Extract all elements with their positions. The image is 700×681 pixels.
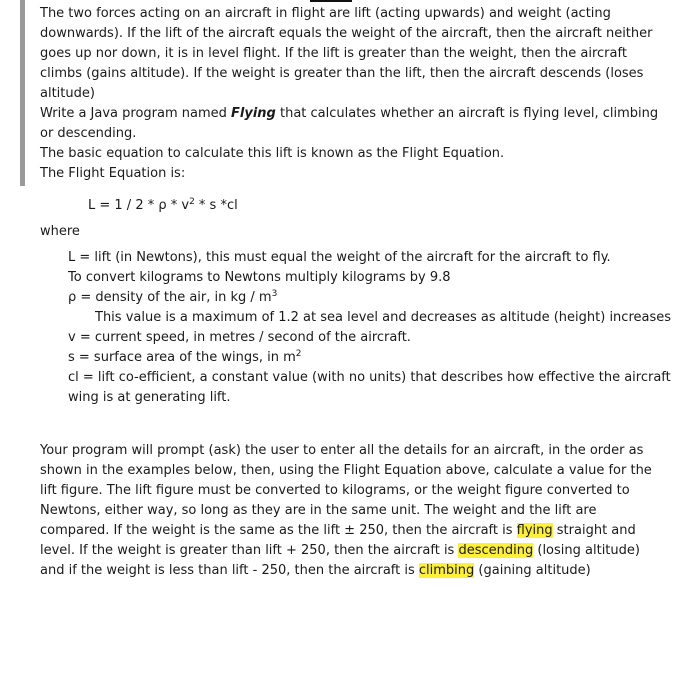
left-margin-bar	[20, 0, 25, 186]
definition-lift: L = lift (in Newtons), this must equal the weight of the aircraft for the aircraft to fly.	[68, 250, 611, 265]
highlight-flying: flying	[516, 523, 553, 538]
definition-rho-superscript: 3	[271, 289, 278, 299]
outro-text-4: (gaining altitude)	[474, 563, 591, 578]
definition-v: v = current speed, in metres / second of the aircraft.	[68, 330, 411, 345]
definition-rho-note: This value is a maximum of 1.2 at sea level and decreases as altitude (height) increases	[95, 310, 672, 325]
intro-paragraph-equation-name: The basic equation to calculate this lift is known as the Flight Equation.	[40, 146, 505, 161]
outro-text-2: straight and level. If the weight is greater than lift + 250, then the aircraft is	[40, 523, 636, 558]
top-rule	[310, 0, 352, 2]
definition-rho	[68, 288, 672, 308]
outro-text-3: (losing altitude) and if the weight is less than lift - 250, then the aircraft is	[40, 543, 640, 578]
definition-rho-text: ρ = density of the air, in kg / m	[68, 290, 272, 305]
definition-s	[68, 348, 672, 368]
flight-equation	[88, 196, 238, 216]
definition-cl: cl = lift co-efficient, a constant value (with no units) that describes how effective the aircraft wing is at generating lift.	[68, 370, 671, 405]
where-label: where	[40, 224, 80, 239]
outro-section	[40, 441, 660, 581]
intro-paragraph-task	[40, 104, 672, 144]
definitions-list	[68, 248, 672, 408]
highlight-descending: descending	[458, 543, 534, 558]
definition-s-text: s = surface area of the wings, in m	[68, 350, 296, 365]
definition-s-superscript: 2	[295, 349, 302, 359]
intro-paragraph-equation-label: The Flight Equation is:	[40, 166, 186, 181]
equation-superscript: 2	[189, 197, 195, 207]
outro-text-1: Your program will prompt (ask) the user to enter all the details for an aircraft, in the order as shown in the examples below, then, using the Flight Equation above, calculate a value for the lift figure. The lift figure must be converted to kilograms, or the weight figure converted to Newtons, either way, so long as they are in the same unit. The weight and the lift are compared. If the weight is the same as the lift ± 250, then the aircraft is	[40, 443, 652, 538]
intro-section	[40, 4, 672, 184]
task-text-pre: Write a Java program named	[40, 106, 232, 121]
program-name: Flying	[231, 106, 276, 121]
equation-part-1: L = 1 / 2 * ρ * v	[88, 198, 190, 213]
equation-part-2: * s *cl	[194, 198, 238, 213]
intro-paragraph-forces: The two forces acting on an aircraft in flight are lift (acting upwards) and weight (acting downwards). If the lift of the aircraft equals the weight of the aircraft, then the aircraft neither goes up nor down, it is in level flight. If the lift is greater than the weight, then the aircraft climbs (gains altitude). If the weight is greater than the lift, then the aircraft descends (loses altitude)	[40, 6, 653, 101]
definition-convert: To convert kilograms to Newtons multiply kilograms by 9.8	[68, 270, 451, 285]
task-text-post: that calculates whether an aircraft is flying level, climbing or descending.	[40, 106, 659, 141]
highlight-climbing: climbing	[418, 563, 475, 578]
outro-paragraph	[40, 441, 660, 581]
